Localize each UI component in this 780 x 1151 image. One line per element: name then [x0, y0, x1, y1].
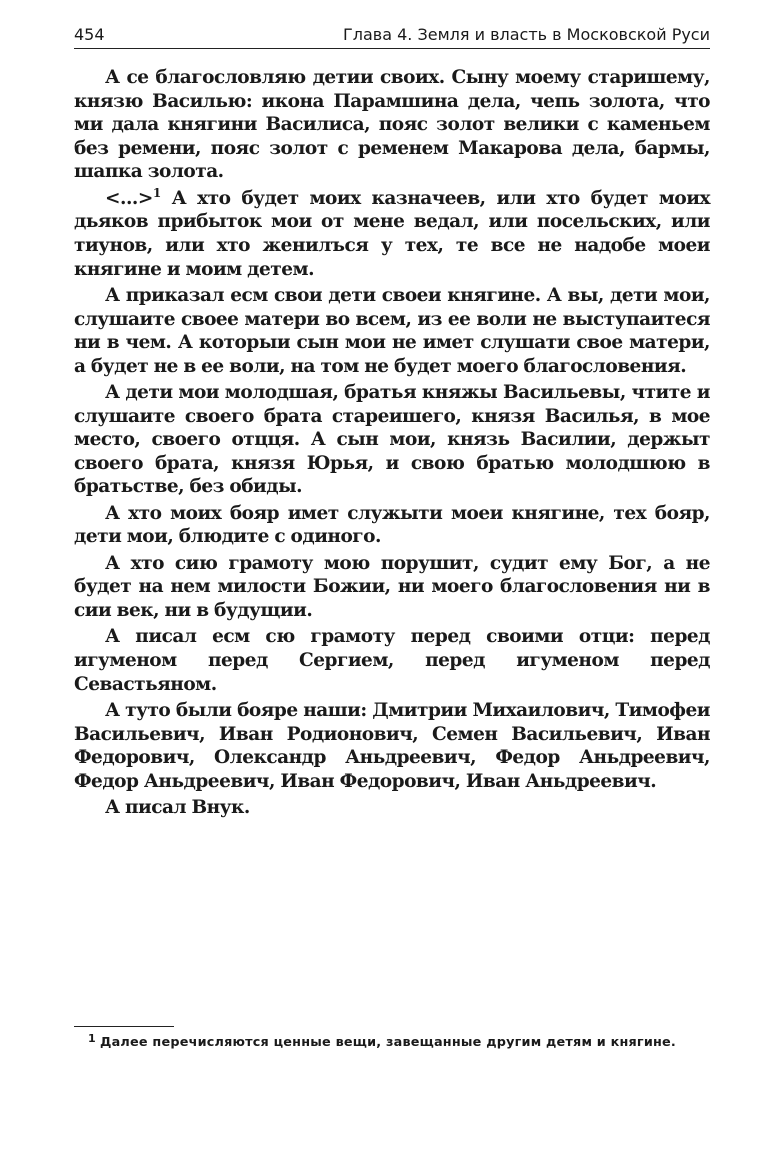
paragraph-8: А туто были бояре наши: Дмитрии Михаилович, Тимофеи Васильевич, Иван Родионович, Семен Васильевич, Иван Федорович, Олександр Аньдреевич, Федор Аньдреевич, Федор Аньдреевич, Иван Федорович, Иван Аньдреевич.	[74, 700, 710, 792]
paragraph-2	[74, 187, 710, 281]
paragraph-2-text: А хто будет моих казначеев, или хто будет моих дьяков прибыток мои от мене ведал, или посельских, или тиунов, или хто женилъся у тех, те все не надобе моеи княгине и моим детем.	[74, 187, 710, 280]
footnote-text: Далее перечисляются ценные вещи, завещанные другим детям и княгине.	[100, 1035, 676, 1050]
omission-mark: <...>	[105, 187, 153, 209]
paragraph-4: А дети мои молодшая, братья княжы Васильевы, чтите и слушаите своего брата стареишего, князя Василья, в мое место, своего отцця. А сын мои, князь Василии, держыт своего брата, князя Юрья, и свою братью молодшюю в братьстве, без обиды.	[74, 382, 710, 498]
running-header	[74, 22, 710, 48]
paragraph-9: А писал Внук.	[105, 797, 250, 819]
footnote	[88, 1032, 710, 1052]
paragraph-7: А писал есм сю грамоту перед своими отци: перед игуменом перед Сергием, перед игуменом перед Севастьяном.	[74, 626, 710, 695]
footnote-reference[interactable]: 1	[152, 185, 161, 200]
paragraph-3: А приказал есм свои дети своеи княгине. А вы, дети мои, слушаите своее матери во всем, из ее воли не выступаитеся ни в чем. А которыи сын мои не имет слушати свое матери, а будет не в ее воли, на том не будет моего благословения.	[74, 284, 710, 377]
paragraph-6: А хто сию грамоту мою порушит, судит ему Бог, а не будет на нем милости Божии, ни моего благословения ни в сии век, ни в будущии.	[74, 552, 710, 622]
header-rule	[74, 48, 710, 49]
footnote-rule	[74, 1026, 174, 1027]
paragraph-1: А се благословляю детии своих. Сыну моему старишему, князю Василью: икона Парамшина дела, чепь золота, что ми дала княгини Василиса, пояс золот велики с каменьем без ремени, пояс золот с ременем Макарова дела, бармы, шапка золота.	[74, 67, 710, 183]
main-text	[74, 66, 710, 820]
page-number: 454	[74, 25, 105, 44]
paragraph-5: А хто моих бояр имет служыти моеи княгине, тех бояр, дети мои, блюдите с одиного.	[74, 502, 710, 548]
running-title: Глава 4. Земля и власть в Московской Руси	[343, 25, 710, 44]
footnote-mark: 1	[88, 1032, 96, 1045]
